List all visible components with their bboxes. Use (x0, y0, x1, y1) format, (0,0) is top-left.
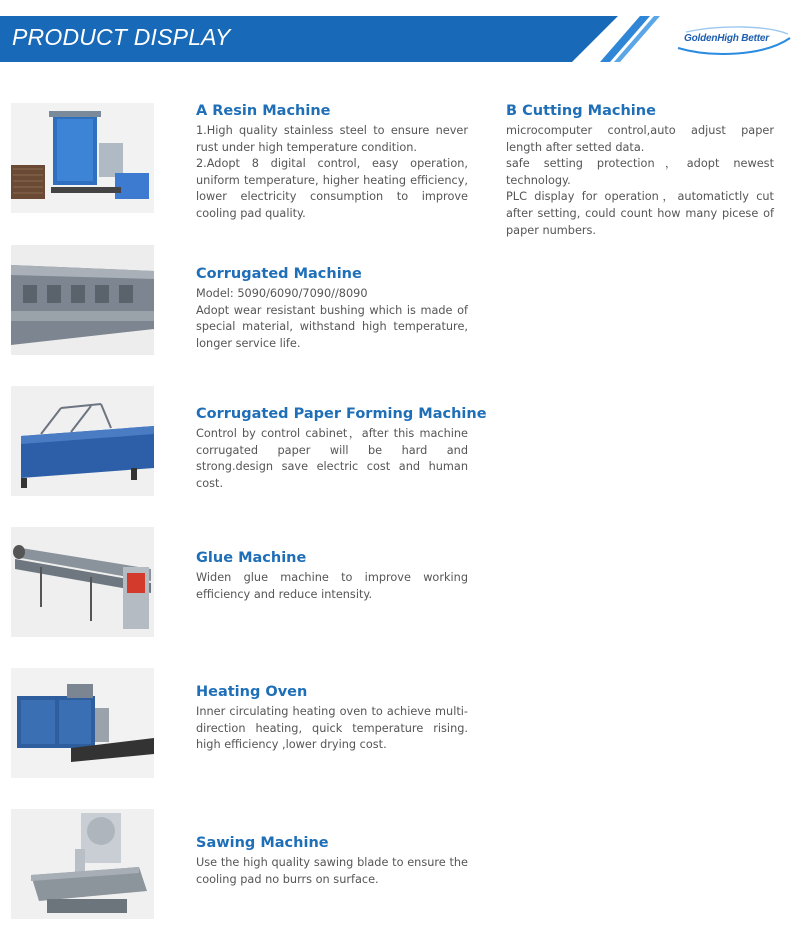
description-line: Adopt wear resistant bushing which is made of special material, withstand high temperature, longer service life. (196, 303, 468, 350)
product-description (196, 426, 468, 492)
product-cutting-machine (506, 102, 774, 239)
corrugated-machine-photo (11, 245, 154, 355)
product-title: Corrugated Paper Forming Machine (196, 406, 487, 422)
sawing-machine-image-icon (11, 809, 154, 919)
brand-logo[interactable] (672, 24, 794, 56)
description-line: Inner circulating heating oven to achieve multi-direction heating, quick temperature rising. high efficiency ,lower drying cost. (196, 705, 468, 752)
forming-machine-image-icon (11, 386, 154, 496)
product-resin-machine (196, 102, 468, 223)
product-description (196, 123, 468, 223)
description-line: safe setting protection，adopt newest technology. (506, 157, 774, 187)
product-heating-oven (196, 683, 468, 754)
forming-machine-photo (11, 386, 154, 496)
product-description (506, 123, 774, 239)
page-title: PRODUCT DISPLAY (12, 24, 231, 50)
description-line: Model: 5090/6090/7090//8090 (196, 287, 368, 300)
product-description (196, 855, 468, 888)
logo-text: GoldenHigh Better (684, 33, 769, 44)
product-description (196, 570, 468, 603)
description-line: 2.Adopt 8 digital control, easy operation, uniform temperature, higher heating efficiency, lower electricity consumption to improve cooling pad quality. (196, 157, 468, 220)
description-line: Widen glue machine to improve working efficiency and reduce intensity. (196, 571, 468, 601)
product-glue-machine (196, 549, 468, 603)
heating-oven-image-icon (11, 668, 154, 778)
description-line: Use the high quality sawing blade to ensure the cooling pad no burrs on surface. (196, 856, 468, 886)
product-corrugated-machine (196, 265, 468, 352)
product-title: Glue Machine (196, 550, 307, 566)
product-title: Corrugated Machine (196, 266, 362, 282)
product-title: A Resin Machine (196, 103, 331, 119)
heating-oven-photo (11, 668, 154, 778)
product-title: Heating Oven (196, 684, 308, 700)
product-title: Sawing Machine (196, 835, 329, 851)
description-line: microcomputer control,auto adjust paper length after setted data. (506, 124, 774, 154)
header-banner (0, 16, 800, 62)
description-line: Control by control cabinet，after this machine corrugated paper will be hard and strong.design save electric cost and human cost. (196, 427, 468, 490)
corrugated-machine-image-icon (11, 245, 154, 355)
description-line: PLC display for operation，automatictly cut after setting, could count how many picese of paper numbers. (506, 190, 774, 237)
glue-machine-photo (11, 527, 154, 637)
product-description (196, 704, 468, 754)
product-description (196, 286, 468, 352)
product-title: B Cutting Machine (506, 103, 656, 119)
description-line: 1.High quality stainless steel to ensure never rust under high temperature condition. (196, 124, 468, 154)
resin-machine-image-icon (11, 103, 154, 213)
sawing-machine-photo (11, 809, 154, 919)
resin-machine-photo (11, 103, 154, 213)
product-forming-machine (196, 405, 487, 492)
glue-machine-image-icon (11, 527, 154, 637)
product-sawing-machine (196, 834, 468, 888)
